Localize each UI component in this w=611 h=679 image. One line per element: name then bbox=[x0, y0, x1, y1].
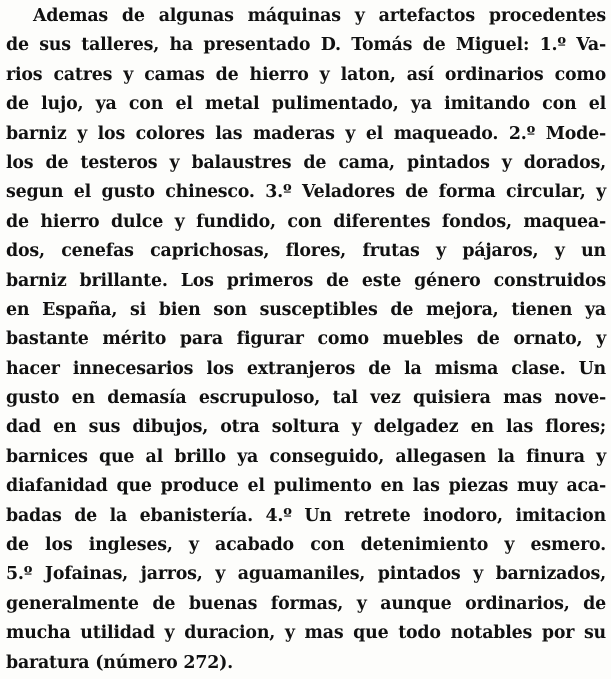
text-line: los de testeros y balaustres de cama, pintados y dorados, bbox=[6, 152, 606, 173]
body-paragraph bbox=[6, 2, 606, 678]
text-line: rios catres y camas de hierro y laton, así ordinarios como bbox=[6, 64, 606, 85]
text-line: bastante mérito para figurar como muebles de ornato, y bbox=[6, 329, 606, 350]
text-line: badas de la ebanistería. 4.º Un retrete inodoro, imitacion bbox=[6, 505, 606, 526]
text-line: dos, cenefas caprichosas, flores, frutas y pájaros, y un bbox=[6, 241, 606, 262]
text-line: de sus talleres, ha presentado D. Tomás de Miguel: 1.º Va- bbox=[6, 35, 606, 56]
text-line: 5.º Jofainas, jarros, y aguamaniles, pintados y barnizados, bbox=[6, 564, 606, 585]
text-line: segun el gusto chinesco. 3.º Veladores de forma circular, y bbox=[6, 182, 606, 203]
text-line: barnices que al brillo ya conseguido, allegasen la finura y bbox=[6, 446, 606, 467]
text-line: Ademas de algunas máquinas y artefactos procedentes bbox=[33, 6, 606, 26]
text-line: baratura (número 272). bbox=[6, 652, 234, 673]
text-line: dad en sus dibujos, otra soltura y delgadez en las flores; bbox=[6, 417, 606, 438]
text-line: en España, si bien son susceptibles de mejora, tienen ya bbox=[6, 299, 606, 320]
text-line: hacer innecesarios los extranjeros de la misma clase. Un bbox=[6, 358, 606, 379]
text-line: mucha utilidad y duracion, y mas que todo notables por su bbox=[6, 623, 606, 644]
text-line: de los ingleses, y acabado con detenimiento y esmero. bbox=[6, 535, 606, 556]
text-line: diafanidad que produce el pulimento en las piezas muy aca- bbox=[6, 476, 606, 497]
text-line: barniz brillante. Los primeros de este género construidos bbox=[6, 270, 606, 291]
text-line: gusto en demasía escrupuloso, tal vez quisiera mas nove- bbox=[6, 388, 606, 409]
text-line: generalmente de buenas formas, y aunque ordinarios, de bbox=[6, 593, 606, 614]
text-line: barniz y los colores las maderas y el maqueado. 2.º Mode- bbox=[6, 123, 606, 144]
text-line: de hierro dulce y fundido, con diferentes fondos, maquea- bbox=[6, 211, 606, 232]
text-line: de lujo, ya con el metal pulimentado, ya imitando con el bbox=[6, 94, 606, 115]
